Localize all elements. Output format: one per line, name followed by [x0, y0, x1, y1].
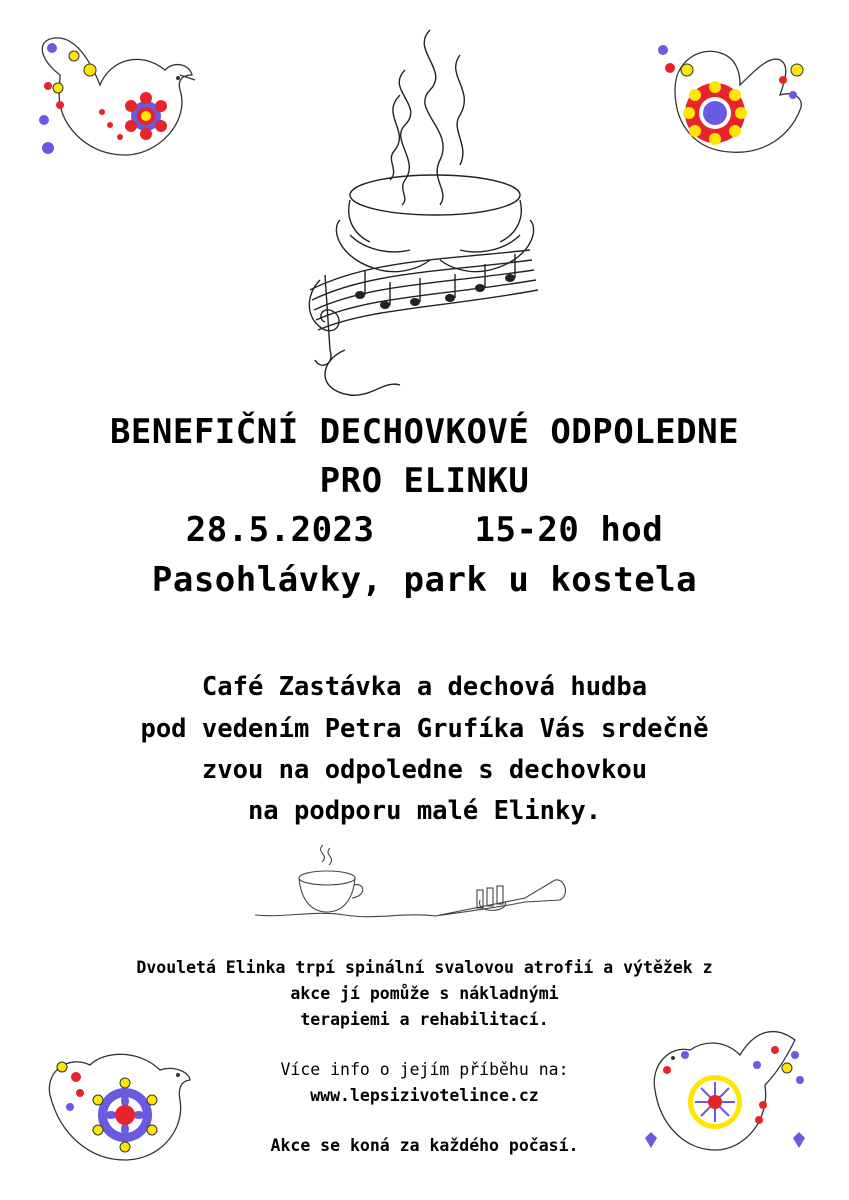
- coffee-cup-icon: [299, 845, 363, 912]
- invitation-line4: na podporu malé Elinky.: [247, 796, 602, 826]
- invitation-line3: zvou na odpoledne s dechovkou: [201, 755, 648, 785]
- coffee-hands-music-icon: [290, 20, 560, 400]
- info-url[interactable]: www.lepsizivotelince.cz: [310, 1086, 539, 1105]
- event-place: Pasohlávky, park u kostela: [151, 560, 698, 600]
- event-title-line1: BENEFIČNÍ DECHOVKOVÉ ODPOLEDNE: [109, 412, 740, 452]
- event-time: 15-20 hod: [474, 510, 664, 550]
- event-date: 28.5.2023: [185, 510, 375, 550]
- event-datetime: [0, 510, 849, 550]
- story-line1: Dvouletá Elinka trpí spinální svalovou atrofií a výtěžek z: [136, 958, 713, 977]
- folk-bird-top-right-icon: [655, 40, 815, 160]
- story-line2: akce jí pomůže s nákladnými: [290, 984, 559, 1003]
- weather-note: Akce se koná za každého počasí.: [270, 1136, 579, 1155]
- folk-bird-top-left-icon: [30, 30, 200, 165]
- story-line3: terapiemi a rehabilitací.: [300, 1010, 549, 1029]
- coffee-trumpet-line-art: [255, 840, 585, 925]
- info-label: Více info o jejím příběhu na:: [280, 1060, 569, 1079]
- folk-bird-bottom-right-icon: [645, 1020, 815, 1170]
- invitation-line1: Café Zastávka a dechová hudba: [201, 672, 648, 702]
- event-title-line2: PRO ELINKU: [319, 461, 530, 501]
- trumpet-icon: [435, 880, 565, 916]
- invitation-line2: pod vedením Petra Grufíka Vás srdečně: [140, 714, 709, 744]
- folk-bird-bottom-left-icon: [40, 1045, 200, 1165]
